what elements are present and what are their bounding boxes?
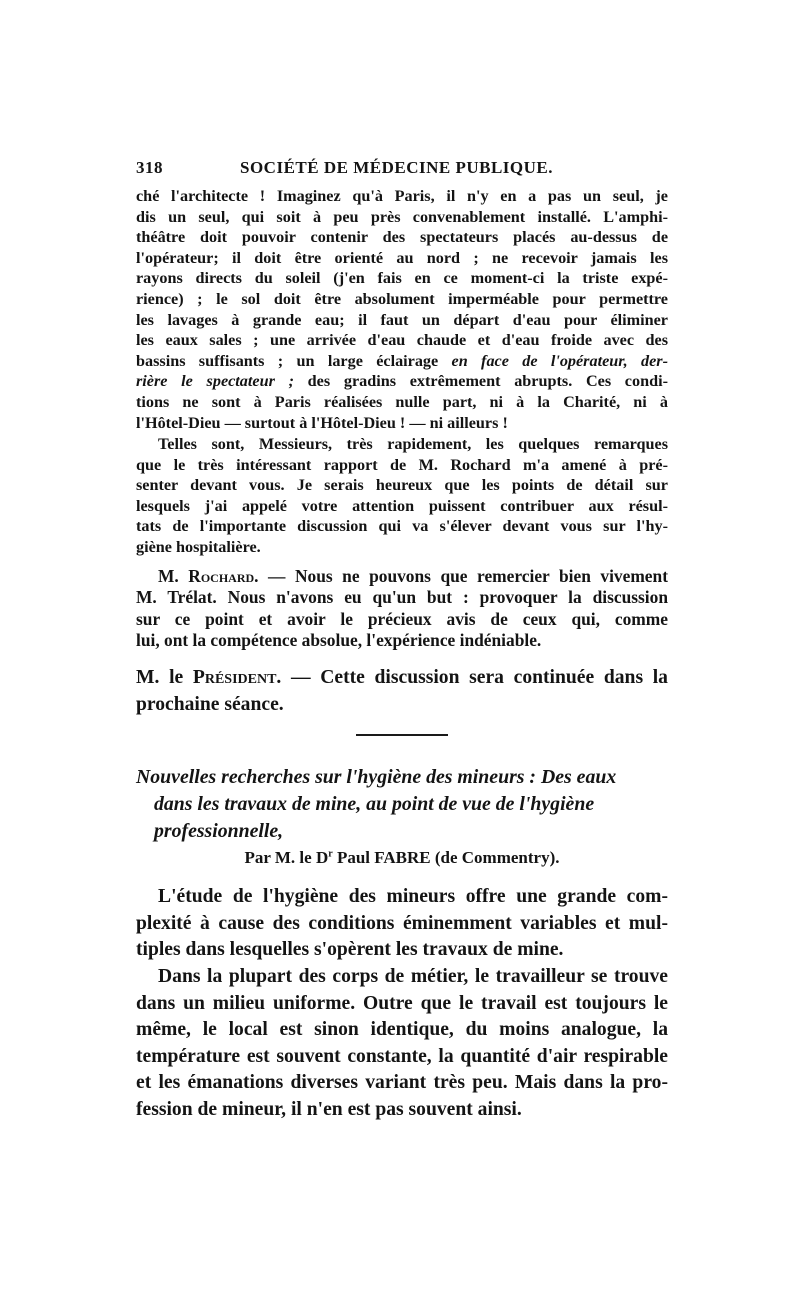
text-line: ché l'architecte ! Imaginez qu'à Paris, il n'y en a pas un seul, je xyxy=(136,187,668,205)
text-line: fession de mineur, il n'en est pas souvent ainsi. xyxy=(136,1098,522,1120)
section-divider xyxy=(356,734,448,736)
article-title xyxy=(136,764,668,845)
text-line: plexité à cause des conditions éminemment variables et mul- xyxy=(136,912,668,934)
text-line: M. Trélat. Nous n'avons eu qu'un but : provoquer la discussion xyxy=(136,587,668,608)
page-number: 318 xyxy=(136,158,163,177)
text-line: tions ne sont à Paris réalisées nulle part, ni à la Charité, ni à xyxy=(136,392,668,411)
article-byline xyxy=(136,848,668,868)
speaker-name: Président. xyxy=(192,667,282,688)
text-segment: — Nous ne pouvons que remercier bien vivement xyxy=(258,566,668,586)
paragraph-continuation xyxy=(136,186,668,433)
text-line: et les émanations diverses variant très peu. Mais dans la pro- xyxy=(136,1072,668,1094)
speaker-name: M. Rochard. xyxy=(158,566,259,586)
text-line: senter devant vous. Je serais heureux que les points de détail sur xyxy=(136,476,668,495)
text-line: les lavages à grande eau; il faut un départ d'eau pour éliminer xyxy=(136,310,668,329)
text-line: lui, ont la compétence absolue, l'expérience indéniable. xyxy=(136,630,542,651)
running-header xyxy=(136,158,668,180)
text-segment: des gradins extrêmement abrupts. Ces condi- xyxy=(293,372,668,391)
text-line: giène hospitalière. xyxy=(136,537,261,556)
text-line: même, le local est sinon identique, du moins analogue, la xyxy=(136,1019,668,1041)
paragraph xyxy=(136,434,668,558)
text-line: rayons directs du soleil (j'en fais en ce moment-ci la triste expé- xyxy=(136,269,668,288)
paragraph xyxy=(136,884,668,964)
text-line: que le très intéressant rapport de M. Rochard m'a amené à pré- xyxy=(136,455,668,474)
text-line: dis un seul, qui soit à peu près convenablement installé. L'amphi- xyxy=(136,207,668,226)
book-page xyxy=(136,0,668,1304)
text-line: L'étude de l'hygiène des mineurs offre une grande com- xyxy=(158,886,668,907)
title-line: dans les travaux de mine, au point de vue de l'hygiène xyxy=(154,793,595,815)
text-line: dans un milieu uniforme. Outre que le travail est toujours le xyxy=(136,992,668,1014)
text-segment: bassins suffisants ; un large éclairage xyxy=(136,351,439,370)
byline-superscript: r xyxy=(328,848,333,860)
text-line: théâtre doit pouvoir contenir des spectateurs placés au-dessus de xyxy=(136,228,668,247)
text-line-mixed xyxy=(136,566,668,587)
title-line: Nouvelles recherches sur l'hygiène des mineurs : Des eaux xyxy=(136,766,617,788)
byline-author: Paul FABRE (de Commentry). xyxy=(332,848,560,867)
text-segment: M. le xyxy=(136,667,193,688)
speaker-paragraph xyxy=(136,566,668,652)
italic-phrase: en face de l'opérateur, der- xyxy=(451,351,669,370)
text-line: tats de l'importante discussion qui va s'élever devant vous sur l'hy- xyxy=(136,517,668,536)
text-line: température est souvent constante, la quantité d'air respirable xyxy=(136,1045,668,1067)
text-line: tiples dans lesquelles s'opèrent les travaux de mine. xyxy=(136,939,564,961)
text-line: sur ce point et avoir le précieux avis de ceux qui, comme xyxy=(136,608,668,629)
text-line: l'Hôtel-Dieu — surtout à l'Hôtel-Dieu ! — ni ailleurs ! xyxy=(136,413,508,432)
byline-prefix: Par M. le D xyxy=(244,848,329,867)
speaker-paragraph xyxy=(136,664,668,718)
italic-phrase: rière le spectateur ; xyxy=(136,372,294,391)
paragraph xyxy=(136,964,668,1124)
running-title: SOCIÉTÉ DE MÉDECINE PUBLIQUE. xyxy=(240,158,554,177)
text-line-mixed xyxy=(136,371,668,392)
text-line: Dans la plupart des corps de métier, le travailleur se trouve xyxy=(158,966,668,987)
text-line: lesquels j'ai appelé votre attention puissent contribuer aux résul- xyxy=(136,496,668,515)
text-line: Telles sont, Messieurs, très rapidement, les quelques remarques xyxy=(158,435,668,453)
text-line: rience) ; le sol doit être absolument imperméable pour permettre xyxy=(136,289,668,308)
text-line: prochaine séance. xyxy=(136,694,284,715)
text-line-mixed xyxy=(136,351,668,372)
text-line: les eaux sales ; une arrivée d'eau chaude et d'eau froide avec des xyxy=(136,331,668,350)
title-line: professionnelle, xyxy=(154,820,284,842)
text-line-mixed xyxy=(136,664,668,691)
text-line: l'opérateur; il doit être orienté au nord ; ne recevoir jamais les xyxy=(136,248,668,267)
text-segment: — Cette discussion sera continuée dans la xyxy=(281,667,668,688)
